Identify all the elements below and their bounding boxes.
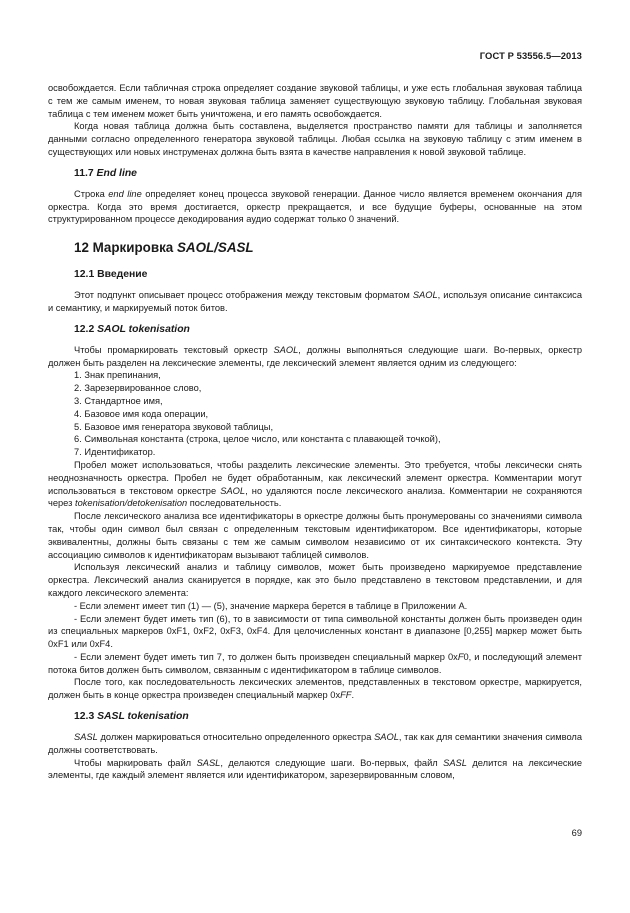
italic-text: SAOL <box>220 485 246 496</box>
italic-text: SAOL <box>374 732 399 743</box>
list-item <box>48 433 582 446</box>
list-item <box>48 408 582 421</box>
text-run: 6. Символьная константа (строка, целое число, или константа с плавающей точкой), <box>74 434 441 445</box>
text-run: После лексического анализа все идентификаторы в оркестре должны быть пронумерованы со значениями символа так, чтобы один символ был связан с определенным текстовым идентификатором. Все идентификаторы, которые эквивалентны, должны быть связаны с тем же самым символом независимо от их синтаксического контекста. Эту ассоциацию символов к идентификаторам вызывают таблицей символов. <box>48 511 582 560</box>
italic-text: tokenisation/detokenisation <box>75 498 188 509</box>
page-number: 69 <box>571 828 582 838</box>
text-run: 5. Базовое имя генератора звуковой таблицы, <box>74 421 274 432</box>
text-run: Пробел может использоваться, чтобы разделить лексические элементы. Это требуется, чтобы лексически снять неоднозначность оркестра. Пробел не будет обработанным, как лексический элемент оркестра. Комментарии могут использоваться в текстовом оркестре <box>48 459 582 496</box>
italic-text: SAOL/SASL <box>176 240 254 256</box>
paragraph <box>48 459 582 510</box>
list-item <box>48 421 582 434</box>
subsection-heading <box>48 268 582 281</box>
italic-text: FF <box>340 690 352 701</box>
text-run: 0, и последующий элемент потока битов должен быть символом, связанным с идентификатором в таблице символов. <box>48 651 582 675</box>
standard-id-header: ГОСТ Р 53556.5—2013 <box>479 50 582 61</box>
text-run: определяет конец процесса звуковой генерации. Данное число является временем окончания для оркестра. Когда это время достигается, оркестр прекращается, и все будущие буферы, основанные на этом структурированном процессе декодирования аудио содержат только 0 значений. <box>48 188 582 225</box>
paragraph <box>48 561 582 599</box>
text-run: После того, как последовательность лексических элементов, представленных в текстовом оркестре, маркируется, должен быть в конце оркестра произведен специальный маркер 0x <box>48 677 582 701</box>
paragraph <box>48 344 582 370</box>
text-run: 2. Зарезервированное слово, <box>74 383 202 394</box>
text-run: 3. Стандартное имя, <box>74 395 163 406</box>
text-run: Используя лексический анализ и таблицу символов, может быть произведено маркируемое представление оркестра. Лексический анализ сканируется в порядке, как это было представлено в текстовом представлении, и для каждого лексического элемента: <box>48 562 582 598</box>
text-run: должен маркироваться относительно определенного оркестра <box>97 732 375 743</box>
paragraph <box>48 82 582 120</box>
text-run: делится на лексические элементы, где каждый элемент является или идентификатором, зарезервированным словом, <box>48 757 583 781</box>
italic-text: SAOL <box>412 290 438 301</box>
paragraph <box>48 757 582 783</box>
list-item <box>48 395 582 408</box>
document-page <box>48 0 582 913</box>
paragraph <box>48 613 582 651</box>
text-run: , но удаляются после лексического анализа. Комментарии не сохраняются через <box>48 485 582 509</box>
paragraph <box>48 188 582 226</box>
text-run: , используя описание синтаксиса и семантику, и маркируемый поток битов. <box>48 290 582 313</box>
text-run: Когда новая таблица должна быть составлена, выделяется пространство памяти для таблицы и заполняется данными согласно определенного генератора звуковой таблицы. Любая ссылка на звуковую таблицу с этим именем в существующих или новых инструменах должна быть взята в качестве направления к новой звуковой таблице. <box>48 121 582 157</box>
italic-text: SASL <box>196 757 221 768</box>
text-run: 12.1 Введение <box>74 269 148 281</box>
text-run: . <box>351 690 355 701</box>
paragraph <box>48 600 582 613</box>
section-heading <box>48 240 582 256</box>
text-run: , так как для семантики значения символа должны соответствовать. <box>48 732 582 755</box>
italic-text: SASL <box>443 757 467 768</box>
italic-text: SAOL tokenisation <box>97 323 190 335</box>
italic-text: SAOL <box>273 344 299 355</box>
text-run: последовательность. <box>187 498 282 509</box>
italic-text: end line <box>108 188 142 199</box>
italic-text: End line <box>96 167 137 179</box>
text-run: , делаются следующие шаги. Во-первых, файл <box>220 757 444 768</box>
text-run: 4. Базовое имя кода операции, <box>74 408 209 419</box>
text-run: освобождается. Если табличная строка определяет создание звуковой таблицы, и уже есть глобальная звуковая таблица с тем же самым именем, то новая звуковая таблица заменяет существующую звуковую таблицу. Глобальная звуковая таблица с тем именем может быть уничтожена, и его память освобождается. <box>48 83 582 119</box>
paragraph <box>48 289 582 315</box>
document-body <box>48 82 582 782</box>
paragraph <box>48 676 582 702</box>
text-run: 1. Знак препинания, <box>74 370 161 381</box>
text-run: 12.2 <box>74 323 98 335</box>
paragraph <box>48 510 582 561</box>
subsection-heading <box>48 323 582 336</box>
list-item <box>48 382 582 395</box>
text-run: 11.7 <box>74 167 97 179</box>
text-run: 7. Идентификатор. <box>74 447 156 458</box>
italic-text: F <box>457 651 464 662</box>
paragraph <box>48 731 582 757</box>
text-run: - Если элемент будет иметь тип (6), то в зависимости от типа символьной константы должен быть произведен один из специальных маркеров 0xF1, 0xF2, 0xF3, 0xF4. Для целочисленных констант в диапазоне [0,255] маркер может быть 0xF1 или 0xF4. <box>48 613 582 650</box>
text-run: - Если элемент будет иметь тип 7, то должен быть произведен специальный маркер 0x <box>74 651 458 662</box>
paragraph <box>48 120 582 158</box>
text-run: Чтобы промаркировать текстовый оркестр <box>74 344 274 355</box>
text-run: Чтобы маркировать файл <box>74 757 197 768</box>
text-run: Этот подпункт описывает процесс отображения между текстовым форматом <box>74 290 413 301</box>
text-run: 12 Маркировка <box>74 240 177 256</box>
text-run: Строка <box>74 188 109 199</box>
paragraph <box>48 651 582 677</box>
text-run: , должны выполняться следующие шаги. Во-первых, оркестр должен быть разделен на лексические элементы, где лексический элемент является одним из следующего: <box>48 344 583 368</box>
list-item <box>48 446 582 459</box>
italic-text: SASL <box>74 732 98 743</box>
subsection-heading <box>48 167 582 180</box>
subsection-heading <box>48 710 582 723</box>
text-run: 12.3 <box>74 711 98 723</box>
italic-text: SASL tokenisation <box>97 711 189 723</box>
list-item <box>48 369 582 382</box>
text-run: - Если элемент имеет тип (1) — (5), значение маркера берется в таблице в Приложении А. <box>74 600 468 611</box>
